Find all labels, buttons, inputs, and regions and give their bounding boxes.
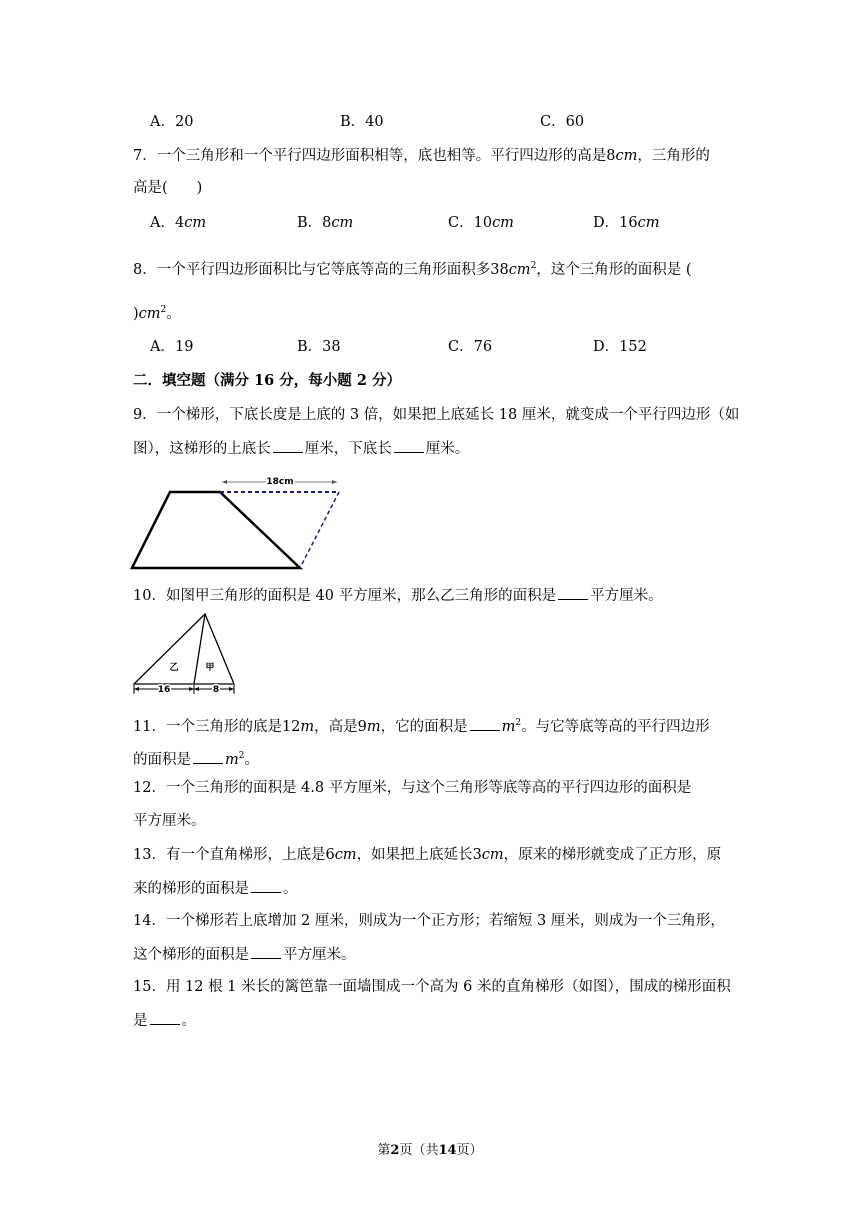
q8-option-a: A．19 xyxy=(150,339,194,355)
q13-blank xyxy=(251,878,281,893)
q8-option-c: C．76 xyxy=(448,339,493,355)
q6-option-c: C．60 xyxy=(540,114,585,130)
q15-blank xyxy=(150,1010,180,1025)
q7-option-b: B．8cm xyxy=(297,215,354,231)
q10-blank xyxy=(558,585,588,600)
q10-label-8: 8 xyxy=(212,685,220,695)
q7-option-d: D．16cm xyxy=(593,215,660,231)
section2-title: 二．填空题（满分 16 分，每小题 2 分） xyxy=(133,372,401,389)
q9-blank-1 xyxy=(273,438,303,453)
q7-stem-line1: 7．一个三角形和一个平行四边形面积相等，底也相等。平行四边形的高是8cm，三角形的 xyxy=(133,148,710,164)
q8-stem-line1: 8．一个平行四边形面积比与它等底等高的三角形面积多$38cm^2$，这个三角形的面积是 ( xyxy=(133,261,692,278)
q10-label-16: 16 xyxy=(157,685,171,695)
q11-blank-1 xyxy=(470,716,500,731)
q12-stem-line1: 12．一个三角形的面积是 4.8 平方厘米，与这个三角形等底等高的平行四边形的面积是 xyxy=(133,780,692,796)
q11-blank-2 xyxy=(193,749,223,764)
q11-stem-line2: 的面积是 $m^2$。 xyxy=(133,746,259,770)
q7-option-c: C．10cm xyxy=(448,215,514,231)
q8-stem-line2: )$cm^2$。 xyxy=(133,305,181,322)
q13-stem-line1: 13．有一个直角梯形，上底是6cm，如果把上底延长3cm，原来的梯形就变成了正方形，原 xyxy=(133,847,722,863)
q10-label-yi: 乙 xyxy=(169,663,179,673)
q6-option-a: A．20 xyxy=(150,114,194,130)
q14-blank xyxy=(251,944,281,959)
q6-option-b: B．40 xyxy=(340,114,384,130)
q9-stem-line2: 图），这梯形的上底长 厘米，下底长 厘米。 xyxy=(133,438,469,459)
q8-option-b: B．38 xyxy=(297,339,341,355)
q7-stem-line2: 高是( ) xyxy=(133,180,203,196)
page-footer: 第2页（共14页） xyxy=(377,1143,483,1158)
q10-stem: 10．如图甲三角形的面积是 40 平方厘米，那么乙三角形的面积是 平方厘米。 xyxy=(133,585,663,606)
q15-stem-line1: 15．用 12 根 1 米长的篱笆靠一面墙围成一个高为 6 米的直角梯形（如图），围成的梯形面积 xyxy=(133,979,731,995)
q10-triangle-figure xyxy=(130,612,240,698)
q9-blank-2 xyxy=(394,438,424,453)
q12-stem-line2: 平方厘米。 xyxy=(133,813,206,829)
q13-stem-line2: 来的梯形的面积是 。 xyxy=(133,878,298,899)
q9-figure-label: 18cm xyxy=(266,477,294,487)
q10-label-jia: 甲 xyxy=(205,663,215,673)
q14-stem-line2: 这个梯形的面积是 平方厘米。 xyxy=(133,944,356,965)
q9-stem-line1: 9．一个梯形，下底长度是上底的 3 倍，如果把上底延长 18 厘米，就变成一个平行四边形（如 xyxy=(133,407,740,423)
q7-option-a: A．4cm xyxy=(150,215,207,231)
q15-stem-line2: 是 。 xyxy=(133,1010,196,1031)
q14-stem-line1: 14．一个梯形若上底增加 2 厘米，则成为一个正方形；若缩短 3 厘米，则成为一个三角形， xyxy=(133,913,725,929)
q8-option-d: D．152 xyxy=(593,339,647,355)
q11-stem-line1: 11．一个三角形的底是12m，高是9m，它的面积是 $m^2$。与它等底等高的平行四边形 xyxy=(133,713,710,737)
q9-trapezoid-figure xyxy=(130,472,350,574)
